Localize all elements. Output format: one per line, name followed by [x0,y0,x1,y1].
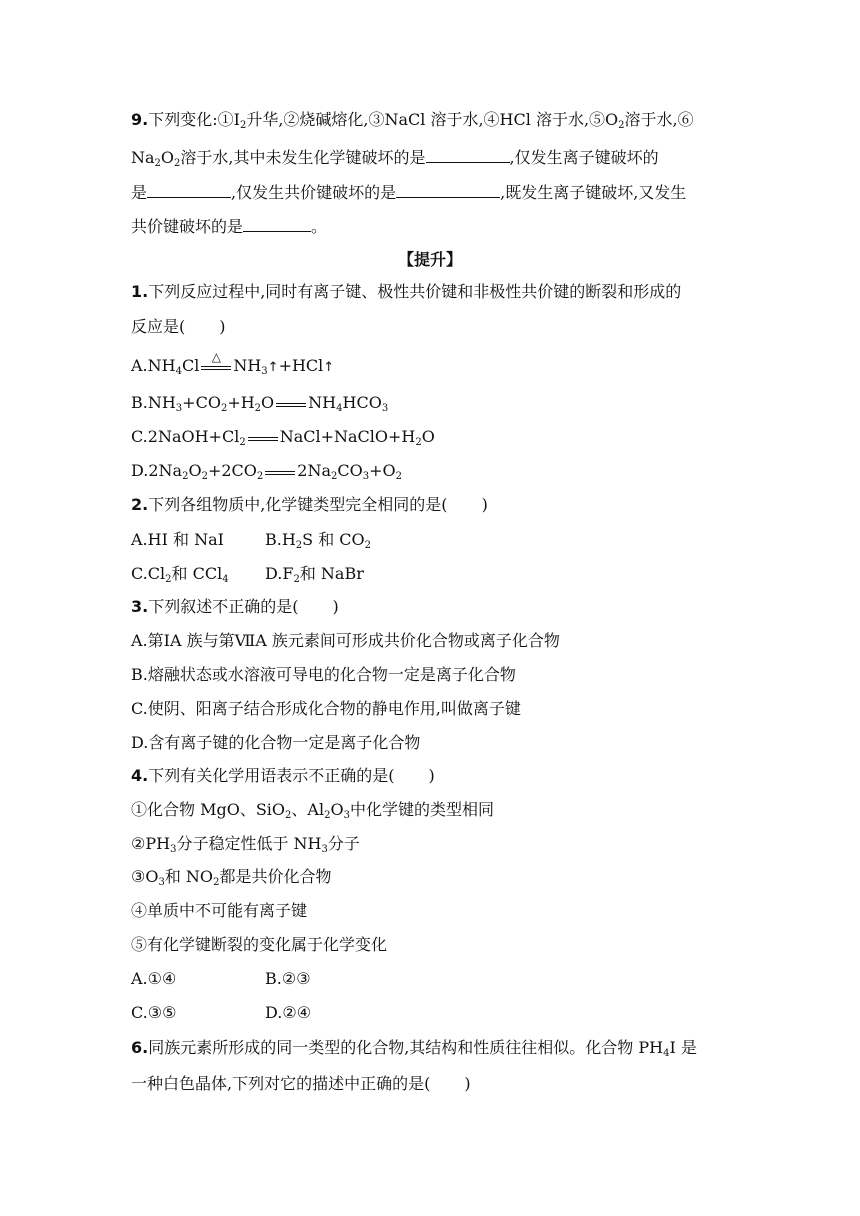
q1-stem-line-1: 1.下列反应过程中,同时有离子键、极性共价键和非极性共价键的断裂和形成的 [131,282,682,301]
q4-statement-4: ④单质中不可能有离子键 [131,901,308,920]
section-title: 【提升】 [397,250,462,269]
question-number: 6. [131,1038,149,1057]
q2-option-b[interactable]: $B.H_2S$ 和 $CO_2$ [265,530,372,551]
q2-stem: 2.下列各组物质中,化学键类型完全相同的是( ) [131,495,488,514]
question-number: 9. [131,110,149,129]
q4-statement-1: ①化合物 MgO、SiO$_2$、$Al_2O_3$中化学键的类型相同 [131,800,494,821]
q3-option-a[interactable]: A.第ⅠA 族与第ⅦA 族元素间可形成共价化合物或离子化合物 [131,631,560,650]
question-number: 4. [131,766,149,785]
q1-option-d[interactable]: $D.2Na_2O_2+2CO_2$ $2Na_2CO_3+O_2$ [131,461,402,482]
q1-option-a[interactable]: $A.NH_4Cl$ △ $NH_3↑+HCl↑$ [131,349,335,377]
question-number: 3. [131,597,149,616]
q9-line-4: 共价键破坏的是 。 [131,217,328,236]
equals-sign [274,394,308,414]
q4-stem: 4.下列有关化学用语表示不正确的是( ) [131,766,435,785]
q1-stem-line-2: 反应是( ) [131,317,226,336]
answer-blank-2[interactable] [147,181,231,198]
q2-option-c[interactable]: $C.Cl_2$和 CCl$_4$ [131,564,229,585]
q1-option-c[interactable]: $C.2NaOH+Cl_2$ $NaCl+NaClO+H_2O$ [131,427,435,448]
q6-stem-line-1: 6.同族元素所形成的同一类型的化合物,其结构和性质往往相似。化合物 $PH_4I$ 是 [131,1038,697,1059]
q4-statement-5: ⑤有化学键断裂的变化属于化学变化 [131,935,388,954]
q2-option-d[interactable]: $D.F_2$和 NaBr [265,564,364,585]
q3-option-d[interactable]: D.含有离子键的化合物一定是离子化合物 [131,733,421,752]
q2-options-row-1 [131,530,372,551]
gas-arrow-icon: ↑ [323,360,335,375]
q9-line-2: $Na_2O_2$溶于水,其中未发生化学键破坏的是 ,仅发生离子键破坏的 [131,148,659,169]
q4-option-d[interactable]: D.②④ [265,1003,312,1022]
q3-option-b[interactable]: B.熔融状态或水溶液可导电的化合物一定是离子化合物 [131,665,516,684]
equals-sign [246,428,280,448]
q3-stem: 3.下列叙述不正确的是( ) [131,597,339,616]
q2-options-row-2 [131,564,364,585]
q4-statement-3: $③O_3$和 $NO_2$都是共价化合物 [131,867,332,888]
q3-option-c[interactable]: C.使阴、阳离子结合形成化合物的静电作用,叫做离子键 [131,699,521,718]
q2-option-a[interactable]: A.HI 和 NaI [131,530,224,549]
question-number: 2. [131,495,149,514]
gas-arrow-icon: ↑ [267,360,279,375]
q9-line-1: 9.下列变化$:①I_2$升华,②烧碱熔化,③NaCl 溶于水,④HCl 溶于水$,⑤O_2$溶于水,⑥ [131,110,694,131]
answer-blank-1[interactable] [426,146,510,163]
q9-line-3: 是 ,仅发生共价键破坏的是 ,既发生离子键破坏,又发生 [131,183,687,202]
q4-options-row-1 [131,969,311,989]
q4-statement-2: $②PH_3$分子稳定性低于 $NH_3$分子 [131,834,360,855]
q4-option-a[interactable]: A.①④ [131,969,177,988]
heat-equals-sign: △ [199,357,233,377]
q4-options-row-2 [131,1003,312,1023]
q4-option-c[interactable]: C.③⑤ [131,1003,177,1022]
q4-option-b[interactable]: B.②③ [265,969,311,988]
q1-option-b[interactable]: $B.NH_3+CO_2+H_2O$ $NH_4HCO_3$ [131,393,389,414]
q6-stem-line-2: 一种白色晶体,下列对它的描述中正确的是( ) [131,1074,471,1093]
answer-blank-3[interactable] [396,181,500,198]
question-number: 1. [131,282,149,301]
answer-blank-4[interactable] [243,215,311,232]
equals-sign [263,462,297,482]
